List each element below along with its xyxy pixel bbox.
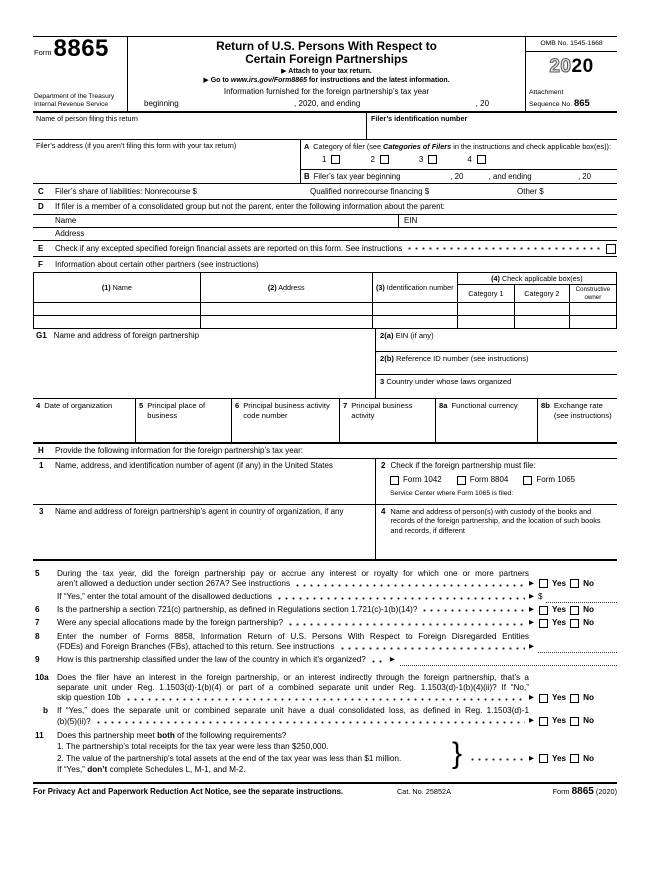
f-col-name-header: (1) Name bbox=[34, 272, 201, 303]
parent-name-field[interactable]: Name bbox=[55, 216, 77, 226]
form-word: Form bbox=[34, 48, 52, 58]
q10a-no-checkbox[interactable] bbox=[570, 694, 579, 703]
address-category-row bbox=[33, 140, 617, 184]
dollar-sign: $ bbox=[538, 592, 543, 602]
form-reference: Form 8865 (2020) bbox=[552, 786, 617, 798]
leader-dots bbox=[469, 756, 525, 763]
line-f-letter: F bbox=[38, 259, 43, 269]
nonrecourse-field[interactable]: Filer’s share of liabilities: Nonrecourse $ bbox=[55, 186, 197, 196]
line-d-consolidated bbox=[33, 200, 617, 215]
leader-dots bbox=[339, 645, 525, 652]
omb-number: OMB No. 1545-1668 bbox=[526, 37, 617, 52]
f-name-cell[interactable] bbox=[34, 303, 201, 316]
category-1-checkbox[interactable] bbox=[331, 155, 340, 164]
parent-name-ein-row bbox=[33, 215, 617, 228]
sequence-number: 865 bbox=[573, 98, 590, 110]
f-subcol-category2: Category 2 bbox=[514, 284, 569, 303]
q10b-line2: (b)(5)(ii)? bbox=[57, 716, 91, 726]
g1-text: Name and address of foreign partnership bbox=[53, 331, 200, 341]
q5-yes-checkbox[interactable] bbox=[539, 579, 548, 588]
f-id-cell[interactable] bbox=[372, 316, 457, 329]
q8-count-blank[interactable] bbox=[538, 644, 617, 653]
question-7: 7 Were any special allocations made by the foreign partnership? ▶ Yes No bbox=[33, 618, 617, 629]
q7-yes-checkbox[interactable] bbox=[539, 619, 548, 628]
parent-address-field[interactable]: Address bbox=[33, 228, 617, 241]
goto-instruction: ▶ Go to www.irs.gov/Form8865 for instructions and the latest information. bbox=[203, 76, 450, 84]
line-b-year1: , 20 bbox=[450, 171, 464, 181]
leader-dots bbox=[421, 607, 525, 614]
q7-yes-no: ▶ Yes No bbox=[529, 618, 595, 628]
line-f-other-partners bbox=[33, 257, 617, 272]
q5-amount-blank[interactable] bbox=[546, 594, 617, 603]
h4-books-records-field[interactable]: 4 Name and address of person(s) with custody of the books and records of the foreign partnership, and the location of such books and records, if different bbox=[375, 505, 617, 559]
category-of-filer-block bbox=[300, 140, 617, 183]
f-owner-cell[interactable] bbox=[569, 316, 616, 329]
other-partners-table bbox=[33, 272, 617, 330]
qualified-nonrecourse-field[interactable]: Qualified nonrecourse financing $ bbox=[310, 186, 430, 196]
g2b-reference-id-field[interactable]: 2(b) Reference ID number (see instructions) bbox=[376, 352, 617, 375]
line-a-text: Category of filer (see Categories of Filers in the instructions and check applicable box(es)): bbox=[313, 142, 611, 152]
filer-address-field[interactable] bbox=[33, 140, 300, 183]
h1-text: Name, address, and identification number of agent (if any) in the United States bbox=[55, 461, 333, 471]
tax-year-2020: 2020 bbox=[549, 56, 594, 78]
table-row bbox=[34, 316, 617, 329]
h3-h4-block bbox=[33, 505, 617, 561]
arrow-icon: ▶ bbox=[389, 656, 395, 664]
f-col-checkbox-header: (4) Check applicable box(es) bbox=[457, 272, 616, 284]
q6-yes-no: ▶ Yes No bbox=[529, 605, 595, 614]
date-of-organization-field[interactable]: 4 Date of organization bbox=[33, 399, 136, 442]
leader-dots bbox=[125, 696, 525, 703]
q8-line1: Enter the number of Forms 8858, Information Return of U.S. Persons With Respect to Foreign Disregarded Entities bbox=[57, 631, 529, 641]
q6-text: Is the partnership a section 721(c) partnership, as defined in Regulations section 1.721(c)-1(b)(14)? bbox=[57, 605, 418, 614]
dept-treasury: Department of the Treasury bbox=[34, 92, 115, 100]
q10a-line2: separate unit under Reg. 1.1503(d)-1(b)(4) or part of a combined separate unit under Reg. 1.1503(d)-1(b)(4)(ii)? If “No,” bbox=[57, 682, 529, 692]
functional-currency-field[interactable]: 8a Functional currency bbox=[436, 399, 538, 442]
f-cat2-cell[interactable] bbox=[514, 303, 569, 316]
form-1042-checkbox[interactable] bbox=[390, 476, 399, 485]
form-title-block bbox=[128, 37, 525, 111]
f-owner-cell[interactable] bbox=[569, 303, 616, 316]
form-header bbox=[33, 37, 617, 113]
line-e-foreign-assets bbox=[33, 241, 617, 257]
principal-place-field[interactable]: 5 Principal place of business bbox=[136, 399, 232, 442]
h4-text: Name and address of person(s) with custody of the books and records of the foreign partnership, and the location of such books and records, if different bbox=[390, 507, 601, 535]
attachment-sequence: Attachment Sequence No. 865 bbox=[529, 89, 590, 110]
q11-yes-checkbox[interactable] bbox=[539, 754, 548, 763]
line-f-text: Information about certain other partners (see instructions) bbox=[55, 259, 259, 269]
leader-dots bbox=[95, 719, 525, 726]
h1-h2-block bbox=[33, 459, 617, 505]
arrow-icon: ▶ bbox=[529, 593, 534, 601]
furnished-line: Information furnished for the foreign partnership’s tax year bbox=[223, 87, 430, 97]
form-1065-checkbox[interactable] bbox=[523, 476, 532, 485]
q10b-yes-checkbox[interactable] bbox=[539, 717, 548, 726]
q7-text: Were any special allocations made by the foreign partnership? bbox=[57, 618, 284, 628]
q5-yes-no: ▶ Yes No bbox=[529, 578, 595, 588]
q5-line2: aren’t allowed a deduction under section 267A? See instructions bbox=[57, 579, 291, 589]
line-b-letter: B bbox=[304, 171, 310, 181]
line-a-letter: A bbox=[304, 142, 310, 152]
q10a-line3: skip question 10b bbox=[57, 693, 121, 703]
leader-dots bbox=[406, 245, 602, 252]
q11-requirement-1: 1. The partnership’s total receipts for the tax year were less than $250,000. bbox=[57, 742, 329, 752]
privacy-act-notice: For Privacy Act and Paperwork Reduction Act Notice, see the separate instructions. bbox=[33, 787, 344, 797]
f-id-cell[interactable] bbox=[372, 303, 457, 316]
question-11: 11 Does this partnership meet both of the following requirements? 1. The partnership’s total receipts for the tax year were less than $250,000. 2. The value of the partnership’s total assets at the end of the tax year was less than $1 million. If “Yes,” don’t complete Schedules L, M-1, and M-2. } ▶ Yes No bbox=[33, 731, 617, 776]
q11-intro: Does this partnership meet both of the following requirements? bbox=[57, 731, 287, 741]
q10a-yes-no: ▶ Yes No bbox=[529, 692, 595, 702]
leader-dots bbox=[370, 658, 386, 665]
exchange-rate-field[interactable]: 8b Exchange rate (see instructions) bbox=[541, 401, 612, 420]
h3-text: Name and address of foreign partnership’s agent in country of organization, if any bbox=[55, 507, 344, 517]
form-title-line1: Return of U.S. Persons With Respect to bbox=[216, 39, 437, 53]
q5-sub-text: If “Yes,” enter the total amount of the disallowed deductions bbox=[57, 592, 272, 602]
business-activity-field[interactable]: 7 Principal business activity bbox=[340, 399, 436, 442]
business-code-field[interactable]: 6 Principal business activity code number bbox=[232, 399, 340, 442]
category-2-checkbox[interactable] bbox=[380, 155, 389, 164]
q6-yes-checkbox[interactable] bbox=[539, 606, 548, 615]
category-2-label: 2 bbox=[370, 154, 375, 164]
q8-answer bbox=[529, 642, 617, 652]
filer-category-checkboxes bbox=[304, 152, 614, 168]
q10a-line1: Does the filer have an interest in the foreign partnership, or an interest indirectly through the foreign partnership, that’s a bbox=[57, 672, 529, 682]
category-3-label: 3 bbox=[418, 154, 424, 164]
filer-id-label: Filer’s identification number bbox=[371, 114, 468, 124]
category-3-checkbox[interactable] bbox=[428, 155, 437, 164]
filer-name-label: Name of person filing this return bbox=[36, 114, 138, 124]
q8-line2: (FDEs) and Foreign Branches (FBs), attached to this return. See instructions bbox=[57, 642, 335, 652]
tax-year-end-field[interactable] bbox=[360, 99, 475, 109]
line-h-text: Provide the following information for the foreign partnership’s tax year: bbox=[55, 446, 303, 456]
q10b-line1: If “Yes,” does the separate unit or combined separate unit have a dual consolidated loss, as defined in Reg. 1.1503(d)-1 bbox=[57, 706, 529, 716]
question-5: 5 During the tax year, did the foreign partnership pay or accrue any interest or royalty for which one or more partners aren’t allowed a deduction under section 267A? See instructions ▶ Yes No bbox=[33, 569, 617, 590]
f-cat1-cell[interactable] bbox=[457, 303, 514, 316]
q11-no-checkbox[interactable] bbox=[570, 754, 579, 763]
line-c-letter: C bbox=[38, 186, 44, 196]
form-8804-label: Form 8804 bbox=[469, 475, 509, 485]
q9-classification-blank[interactable] bbox=[400, 657, 617, 666]
line-b-text: Filer’s tax year beginning bbox=[313, 171, 401, 181]
q11-requirement-2: 2. The value of the partnership’s total assets at the end of the tax year was less than $1 million. bbox=[57, 753, 402, 763]
g1-name-address-field[interactable] bbox=[33, 329, 375, 398]
filer-address-label: Filer’s address (if you aren’t filing this form with your tax return) bbox=[36, 141, 237, 151]
tax-year-line bbox=[134, 97, 519, 109]
beginning-label: beginning bbox=[144, 99, 179, 109]
line-e-text: Check if any excepted specified foreign financial assets are reported on this form. See instructions bbox=[55, 243, 403, 253]
f-cat2-cell[interactable] bbox=[514, 316, 569, 329]
category-4-label: 4 bbox=[467, 154, 472, 164]
g1-label: G1 bbox=[36, 331, 47, 341]
question-6: 6 Is the partnership a section 721(c) partnership, as defined in Regulations section 1.721(c)-1(b)(14)? ▶ Yes No bbox=[33, 605, 617, 616]
q5-line1: During the tax year, did the foreign partnership pay or accrue any interest or royalty for which one or more partners bbox=[57, 568, 529, 578]
tax-year-end-blank[interactable] bbox=[536, 172, 574, 182]
question-10a: 10a Does the filer have an interest in the foreign partnership, or an interest indirectly through the foreign partnership, that’s a separate unit under Reg. 1.1503(d)-1(b)(4) or part of a combined separate unit under Reg. 1.1503(d)-1(b)(4)(ii)? If “No,” skip question 10b ▶ Yes No bbox=[33, 673, 617, 704]
q11-yes-no: ▶ Yes No bbox=[529, 753, 595, 763]
q9-text: How is this partnership classified under the law of the country in which it’s organized? bbox=[57, 655, 366, 665]
f-name-cell[interactable] bbox=[34, 316, 201, 329]
organization-info-row bbox=[33, 399, 617, 444]
f-address-cell[interactable] bbox=[200, 303, 372, 316]
filer-tax-year-row bbox=[301, 169, 617, 184]
g2a-ein-field[interactable]: 2(a) EIN (if any) bbox=[376, 329, 617, 352]
irs-url: www.irs.gov/Form8865 bbox=[230, 76, 307, 84]
line-d-letter: D bbox=[38, 202, 44, 212]
tax-year-begin-blank[interactable] bbox=[404, 172, 446, 182]
question-8: 8 Enter the number of Forms 8858, Information Return of U.S. Persons With Respect to Foreign Disregarded Entities (FDEs) and Foreign Branches (FBs), attached to this return. See instructions ▶ bbox=[33, 632, 617, 653]
arrow-icon: ▶ bbox=[529, 579, 534, 587]
parent-ein-field[interactable]: EIN bbox=[398, 215, 617, 227]
filer-name-field[interactable] bbox=[33, 113, 366, 139]
leader-dots bbox=[287, 621, 525, 628]
form-number: 8865 bbox=[53, 35, 109, 62]
line-h-header bbox=[33, 444, 617, 459]
g1-partnership-block bbox=[33, 329, 617, 399]
arrow-icon: ▶ bbox=[529, 717, 534, 725]
q11-note: If “Yes,” don’t complete Schedules L, M-1, and M-2. bbox=[57, 765, 246, 775]
h2-must-file-block: 2 Check if the foreign partnership must file: Form 1042 Form 8804 Form 1065 Service Center where Form 1065 is filed: bbox=[375, 459, 617, 504]
arrow-icon: ▶ bbox=[529, 693, 534, 701]
g3-country-field[interactable]: 3 Country under whose laws organized bbox=[380, 377, 512, 387]
form-footer bbox=[33, 782, 617, 799]
form-1065-label: Form 1065 bbox=[536, 475, 576, 485]
form-8804-checkbox[interactable] bbox=[457, 476, 466, 485]
line-e-checkbox[interactable] bbox=[606, 244, 616, 254]
f-cat1-cell[interactable] bbox=[457, 316, 514, 329]
q5-no-checkbox[interactable] bbox=[570, 579, 579, 588]
end-label: , 20 bbox=[475, 99, 490, 109]
h3-foreign-agent-field[interactable]: 3 Name and address of foreign partnership’s agent in country of organization, if any bbox=[33, 505, 375, 559]
arrow-icon: ▶ bbox=[529, 619, 534, 627]
q6-no-checkbox[interactable] bbox=[570, 606, 579, 615]
mid-label: , 2020, and ending bbox=[294, 99, 361, 109]
line-d-text: If filer is a member of a consolidated group but not the parent, enter the following information about the parent: bbox=[55, 202, 446, 212]
q10a-yes-checkbox[interactable] bbox=[539, 694, 548, 703]
leader-dots bbox=[276, 595, 525, 602]
arrow-icon: ▶ bbox=[529, 606, 534, 613]
arrow-icon: ▶ bbox=[529, 754, 534, 762]
filer-name-row bbox=[33, 113, 617, 140]
form-title-line2: Certain Foreign Partnerships bbox=[245, 51, 408, 66]
table-row bbox=[34, 303, 617, 316]
q10b-no-checkbox[interactable] bbox=[570, 717, 579, 726]
omb-block bbox=[525, 37, 617, 111]
q5-amount-answer bbox=[529, 592, 617, 602]
h2-text: Check if the foreign partnership must file: bbox=[390, 461, 536, 471]
q10b-yes-no: ▶ Yes No bbox=[529, 716, 595, 726]
question-10b: b If “Yes,” does the separate unit or combined separate unit have a dual consolidated loss, as defined in Reg. 1.1503(d)-1 (b)(5)(ii)? ▶ Yes No bbox=[33, 706, 617, 727]
arrow-icon: ▶ bbox=[529, 643, 534, 651]
catalog-number: Cat. No. 25852A bbox=[397, 787, 451, 797]
form-8865-page bbox=[33, 36, 617, 799]
f-subcol-category1: Category 1 bbox=[457, 284, 514, 303]
tax-year-begin-field[interactable] bbox=[179, 99, 294, 109]
h1-agent-field[interactable]: 1 Name, address, and identification number of agent (if any) in the United States bbox=[33, 459, 375, 504]
service-center-field[interactable]: Service Center where Form 1065 is filed: bbox=[390, 490, 514, 498]
other-liabilities-field[interactable]: Other $ bbox=[517, 186, 544, 196]
form-number-block bbox=[33, 37, 128, 111]
f-col-id-header: (3) Identification number bbox=[372, 272, 457, 303]
question-5-amount bbox=[33, 592, 617, 602]
filer-id-field[interactable] bbox=[366, 113, 617, 139]
line-c-liabilities bbox=[33, 184, 617, 200]
question-9: 9 How is this partnership classified under the law of the country in which it’s organized? ▶ bbox=[33, 655, 617, 665]
line-b-year2: , 20 bbox=[577, 171, 591, 181]
line-b-and: , and ending bbox=[488, 171, 532, 181]
irs-label: Internal Revenue Service bbox=[34, 101, 109, 109]
f-address-cell[interactable] bbox=[200, 316, 372, 329]
q7-no-checkbox[interactable] bbox=[570, 619, 579, 628]
f-subcol-constructive-owner: Constructive owner bbox=[569, 284, 616, 303]
form-1042-label: Form 1042 bbox=[403, 475, 442, 485]
f-col-address-header: (2) Address bbox=[200, 272, 372, 303]
category-4-checkbox[interactable] bbox=[477, 155, 486, 164]
line-h-letter: H bbox=[38, 446, 44, 456]
line-e-letter: E bbox=[38, 243, 44, 253]
leader-dots bbox=[294, 582, 525, 589]
category-1-label: 1 bbox=[322, 154, 327, 164]
brace-glyph: } bbox=[451, 736, 462, 770]
attach-instruction: ▶ Attach to your tax return. bbox=[281, 67, 372, 75]
questions-section bbox=[33, 561, 617, 775]
